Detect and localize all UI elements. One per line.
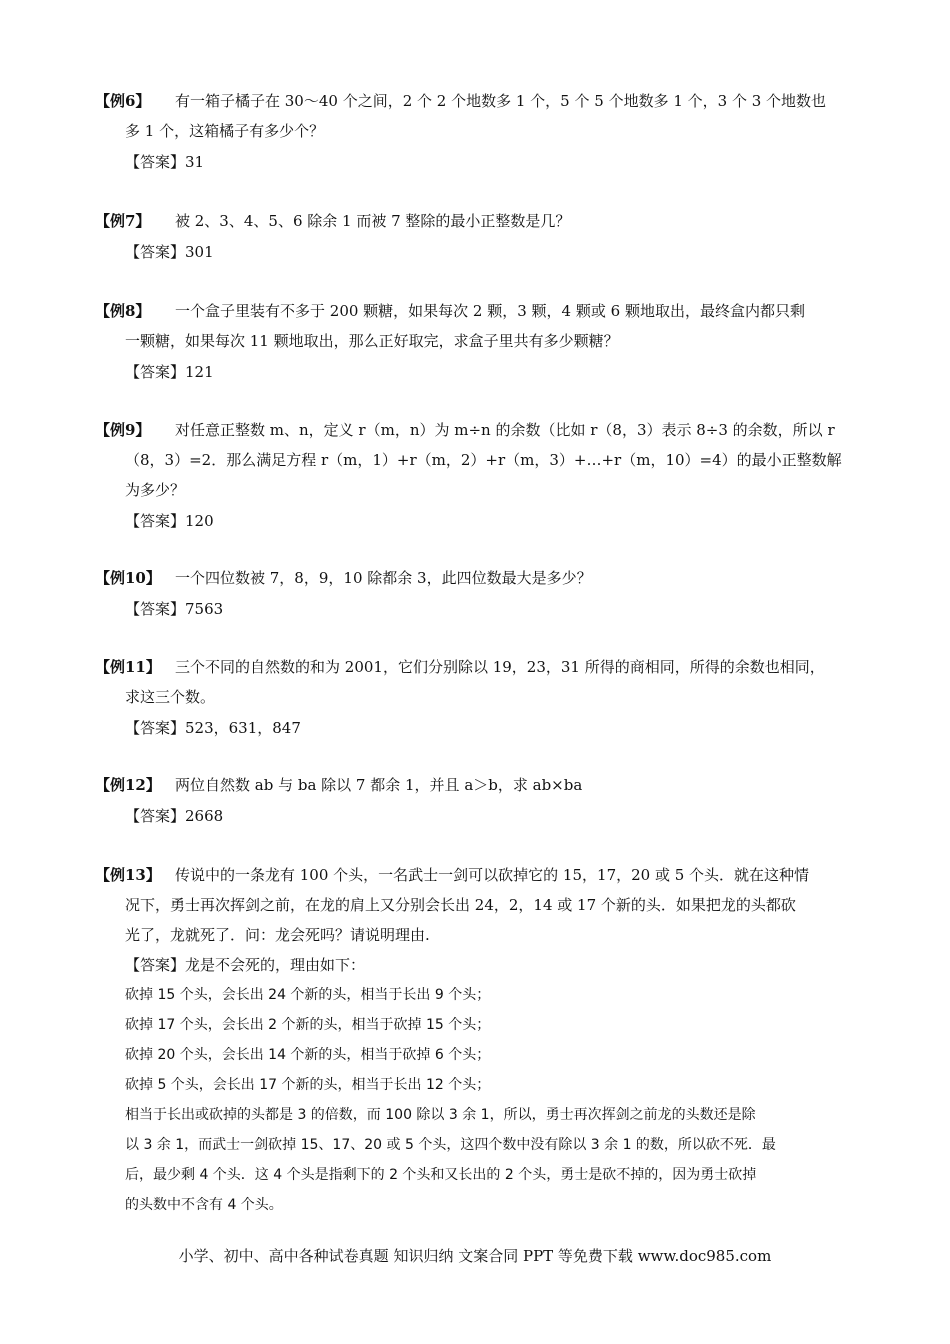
solution-line: 后，最少剩 4 个头．这 4 个头是指剩下的 2 个头和又长出的 2 个头，勇士是砍不掉的，因为勇士砍掉: [125, 1167, 757, 1183]
solution-line: 的头数中不含有 4 个头。: [125, 1197, 283, 1213]
answer: 【答案】523，631，847: [125, 719, 301, 737]
solution-line: 砍掉 20 个头，会长出 14 个新的头，相当于砍掉 6 个头；: [125, 1047, 491, 1063]
problem-label: 【例11】: [95, 658, 161, 676]
problem-11: [95, 652, 875, 744]
problem-9: [95, 415, 875, 537]
problem-6: [95, 86, 875, 178]
problem-label: 【例6】: [95, 92, 151, 110]
solution-line: 砍掉 5 个头，会长出 17 个新的头，相当于长出 12 个头；: [125, 1077, 491, 1093]
question-line: 光了，龙就死了．问：龙会死吗？请说明理由.: [125, 926, 430, 944]
answer: 【答案】龙是不会死的，理由如下：: [125, 956, 366, 974]
question-line: 有一箱子橘子在 30～40 个之间，2 个 2 个地数多 1 个，5 个 5 个地数多 1 个，3 个 3 个地数也: [175, 92, 827, 110]
answer: 【答案】121: [125, 363, 214, 381]
question-line: 一颗糖，如果每次 11 颗地取出，那么正好取完，求盒子里共有多少颗糖？: [125, 332, 619, 350]
problem-label: 【例9】: [95, 421, 151, 439]
problem-12: [95, 770, 875, 832]
question-line: 多 1 个，这箱橘子有多少个？: [125, 122, 325, 140]
answer: 【答案】120: [125, 512, 214, 530]
problem-13: [95, 860, 875, 1220]
question-line: 两位自然数 ab 与 ba 除以 7 都余 1，并且 a＞b，求 ab×ba: [175, 776, 583, 794]
problem-7: [95, 206, 875, 268]
page-footer: 小学、初中、高中各种试卷真题 知识归纳 文案合同 PPT 等免费下载 www.doc985.com: [178, 1247, 772, 1265]
solution-line: 以 3 余 1，而武士一剑砍掉 15、17、20 或 5 个头，这四个数中没有除以 3 余 1 的数，所以砍不死．最: [125, 1137, 776, 1153]
question-line: 一个四位数被 7，8，9，10 除都余 3，此四位数最大是多少？: [175, 569, 592, 587]
question-line: 对任意正整数 m、n，定义 r（m，n）为 m÷n 的余数（比如 r（8，3）表示 8÷3 的余数，所以 r: [175, 421, 835, 439]
problem-label: 【例12】: [95, 776, 161, 794]
problem-label: 【例13】: [95, 866, 161, 884]
problem-8: [95, 296, 875, 388]
answer: 【答案】31: [125, 153, 205, 171]
question-line: 三个不同的自然数的和为 2001，它们分别除以 19，23，31 所得的商相同，所得的余数也相同，: [175, 658, 825, 676]
problem-10: [95, 563, 875, 625]
problem-label: 【例7】: [95, 212, 151, 230]
solution-line: 相当于长出或砍掉的头都是 3 的倍数，而 100 除以 3 余 1，所以，勇士再次挥剑之前龙的头数还是除: [125, 1107, 756, 1123]
problem-label: 【例8】: [95, 302, 151, 320]
question-line: 被 2、3、4、5、6 除余 1 而被 7 整除的最小正整数是几？: [175, 212, 571, 230]
question-line: 传说中的一条龙有 100 个头，一名武士一剑可以砍掉它的 15，17，20 或 5 个头．就在这种情: [175, 866, 810, 884]
solution-line: 砍掉 17 个头，会长出 2 个新的头，相当于砍掉 15 个头；: [125, 1017, 491, 1033]
solution-line: 砍掉 15 个头，会长出 24 个新的头，相当于长出 9 个头；: [125, 987, 491, 1003]
question-line: （8，3）=2．那么满足方程 r（m，1）+r（m，2）+r（m，3）+…+r（m，10）=4）的最小正整数解: [125, 451, 842, 469]
answer: 【答案】301: [125, 243, 214, 261]
answer: 【答案】7563: [125, 600, 224, 618]
question-line: 况下，勇士再次挥剑之前，在龙的肩上又分别会长出 24，2，14 或 17 个新的头．如果把龙的头都砍: [125, 896, 796, 914]
question-line: 求这三个数。: [125, 688, 216, 706]
question-line: 一个盒子里装有不多于 200 颗糖，如果每次 2 颗，3 颗，4 颗或 6 颗地取出，最终盒内都只剩: [175, 302, 805, 320]
question-line: 为多少？: [125, 481, 186, 499]
problem-label: 【例10】: [95, 569, 161, 587]
answer: 【答案】2668: [125, 807, 224, 825]
